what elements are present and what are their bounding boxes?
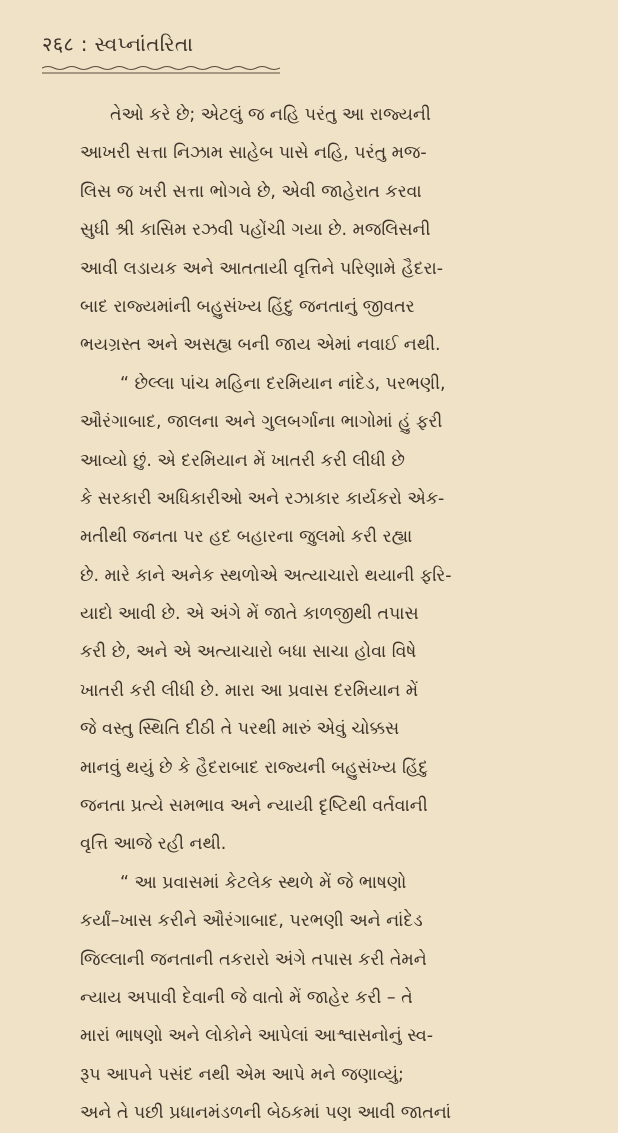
- text-line: ભયગ્રસ્ત અને અસહ્ય બની જાય એમાં નવાઈ નથી.: [80, 335, 441, 356]
- header-rule: [42, 66, 280, 76]
- text-line: લિસ જ ખરી સત્તા ભોગવે છે, એવી જાહેરાત કરવા: [80, 181, 422, 202]
- text-line: રૂપ આપને પસંદ નથી એમ આપે મને જણાવ્યું;: [80, 1064, 404, 1085]
- text-line: “ છેલ્લા પાંચ મહિના દરમિયાન નાંદેડ, પરભણી,: [120, 373, 446, 394]
- text-line: મતીથી જનતા પર હદ બહારના જુલમો કરી રહ્યા: [80, 527, 413, 548]
- text-line: આવ્યો છું. એ દરમિયાન મેં ખાતરી કરી લીધી છે: [80, 450, 405, 471]
- text-line: કે સરકારી અધિકારીઓ અને રઝાકાર કાર્યકરો એક-: [80, 488, 445, 509]
- header-separator: :: [80, 32, 88, 56]
- text-line: કરી છે, અને એ અત્યાચારો બધા સાચા હોવા વિષે: [80, 642, 417, 663]
- text-line: આવી લડાયક અને આતતાયી વૃત્તિને પરિણામે હૈદરા-: [80, 258, 444, 279]
- text-line: “ આ પ્રવાસમાં કેટલેક સ્થળે મેં જે ભાષણો: [120, 872, 407, 893]
- text-line: ખાતરી કરી લીધી છે. મારા આ પ્રવાસ દરમિયાન મેં: [80, 680, 419, 701]
- running-header: [42, 30, 193, 57]
- text-line: મારાં ભાષણો અને લોકોને આપેલાં આશ્વાસનોનું સ્વ-: [80, 1026, 433, 1047]
- page-number: २६८: [42, 32, 75, 56]
- text-line: જનતા પ્રત્યે સમભાવ અને ન્યાયી દૃષ્ટિથી વર્તવાની: [80, 796, 428, 817]
- text-line: જે વસ્તુ સ્થિતિ દીઠી તે પરથી મારું એવું ચોક્કસ: [80, 719, 400, 740]
- text-line: અને તે પછી પ્રધાનમંડળની બેઠકમાં પણ આવી જાતનાં: [80, 1103, 452, 1124]
- body-text: [80, 96, 560, 1133]
- text-line: માનવું થયું છે કે હૈદરાબાદ રાજ્યની બહુસંખ્ય હિંદુ: [80, 757, 428, 778]
- text-line: છે. મારે કાને અનેક સ્થળોએ અત્યાચારો થયાની ફરિ-: [80, 565, 452, 586]
- text-line: આખરી સત્તા નિઝામ સાહેબ પાસે નહિ, પરંતુ મજ-: [80, 143, 427, 164]
- text-line: જિલ્લાની જનતાની તકરારો અંગે તપાસ કરી તેમને: [80, 949, 427, 970]
- text-line: સુધી શ્રી કાસિમ રઝવી પહોંચી ગયા છે. મજલિસની: [80, 220, 431, 241]
- text-line: વૃત્તિ આજે રહી નથી.: [80, 834, 227, 855]
- text-line: ઔરંગાબાદ, જાલના અને ગુલબર્ગાના ભાગોમાં હું ફરી: [80, 412, 443, 433]
- text-line: તેઓ કરે છે; એટલું જ નહિ પરંતુ આ રાજ્યની: [110, 105, 431, 125]
- text-line: કર્યાં–ખાસ કરીને ઔરંગાબાદ, પરભણી અને નાંદેડ: [80, 911, 423, 932]
- book-title: સ્વપ્નાંતરિતા: [94, 32, 194, 56]
- text-line: ન્યાય અપાવી દેવાની જે વાતો મેં જાહેર કરી – તે: [80, 987, 413, 1008]
- text-line: બાદ રાજ્યમાંની બહુસંખ્ય હિંદુ જનતાનું જીવતર: [80, 296, 415, 317]
- text-line: યાદો આવી છે. એ અંગે મેં જાતે કાળજીથી તપાસ: [80, 604, 419, 625]
